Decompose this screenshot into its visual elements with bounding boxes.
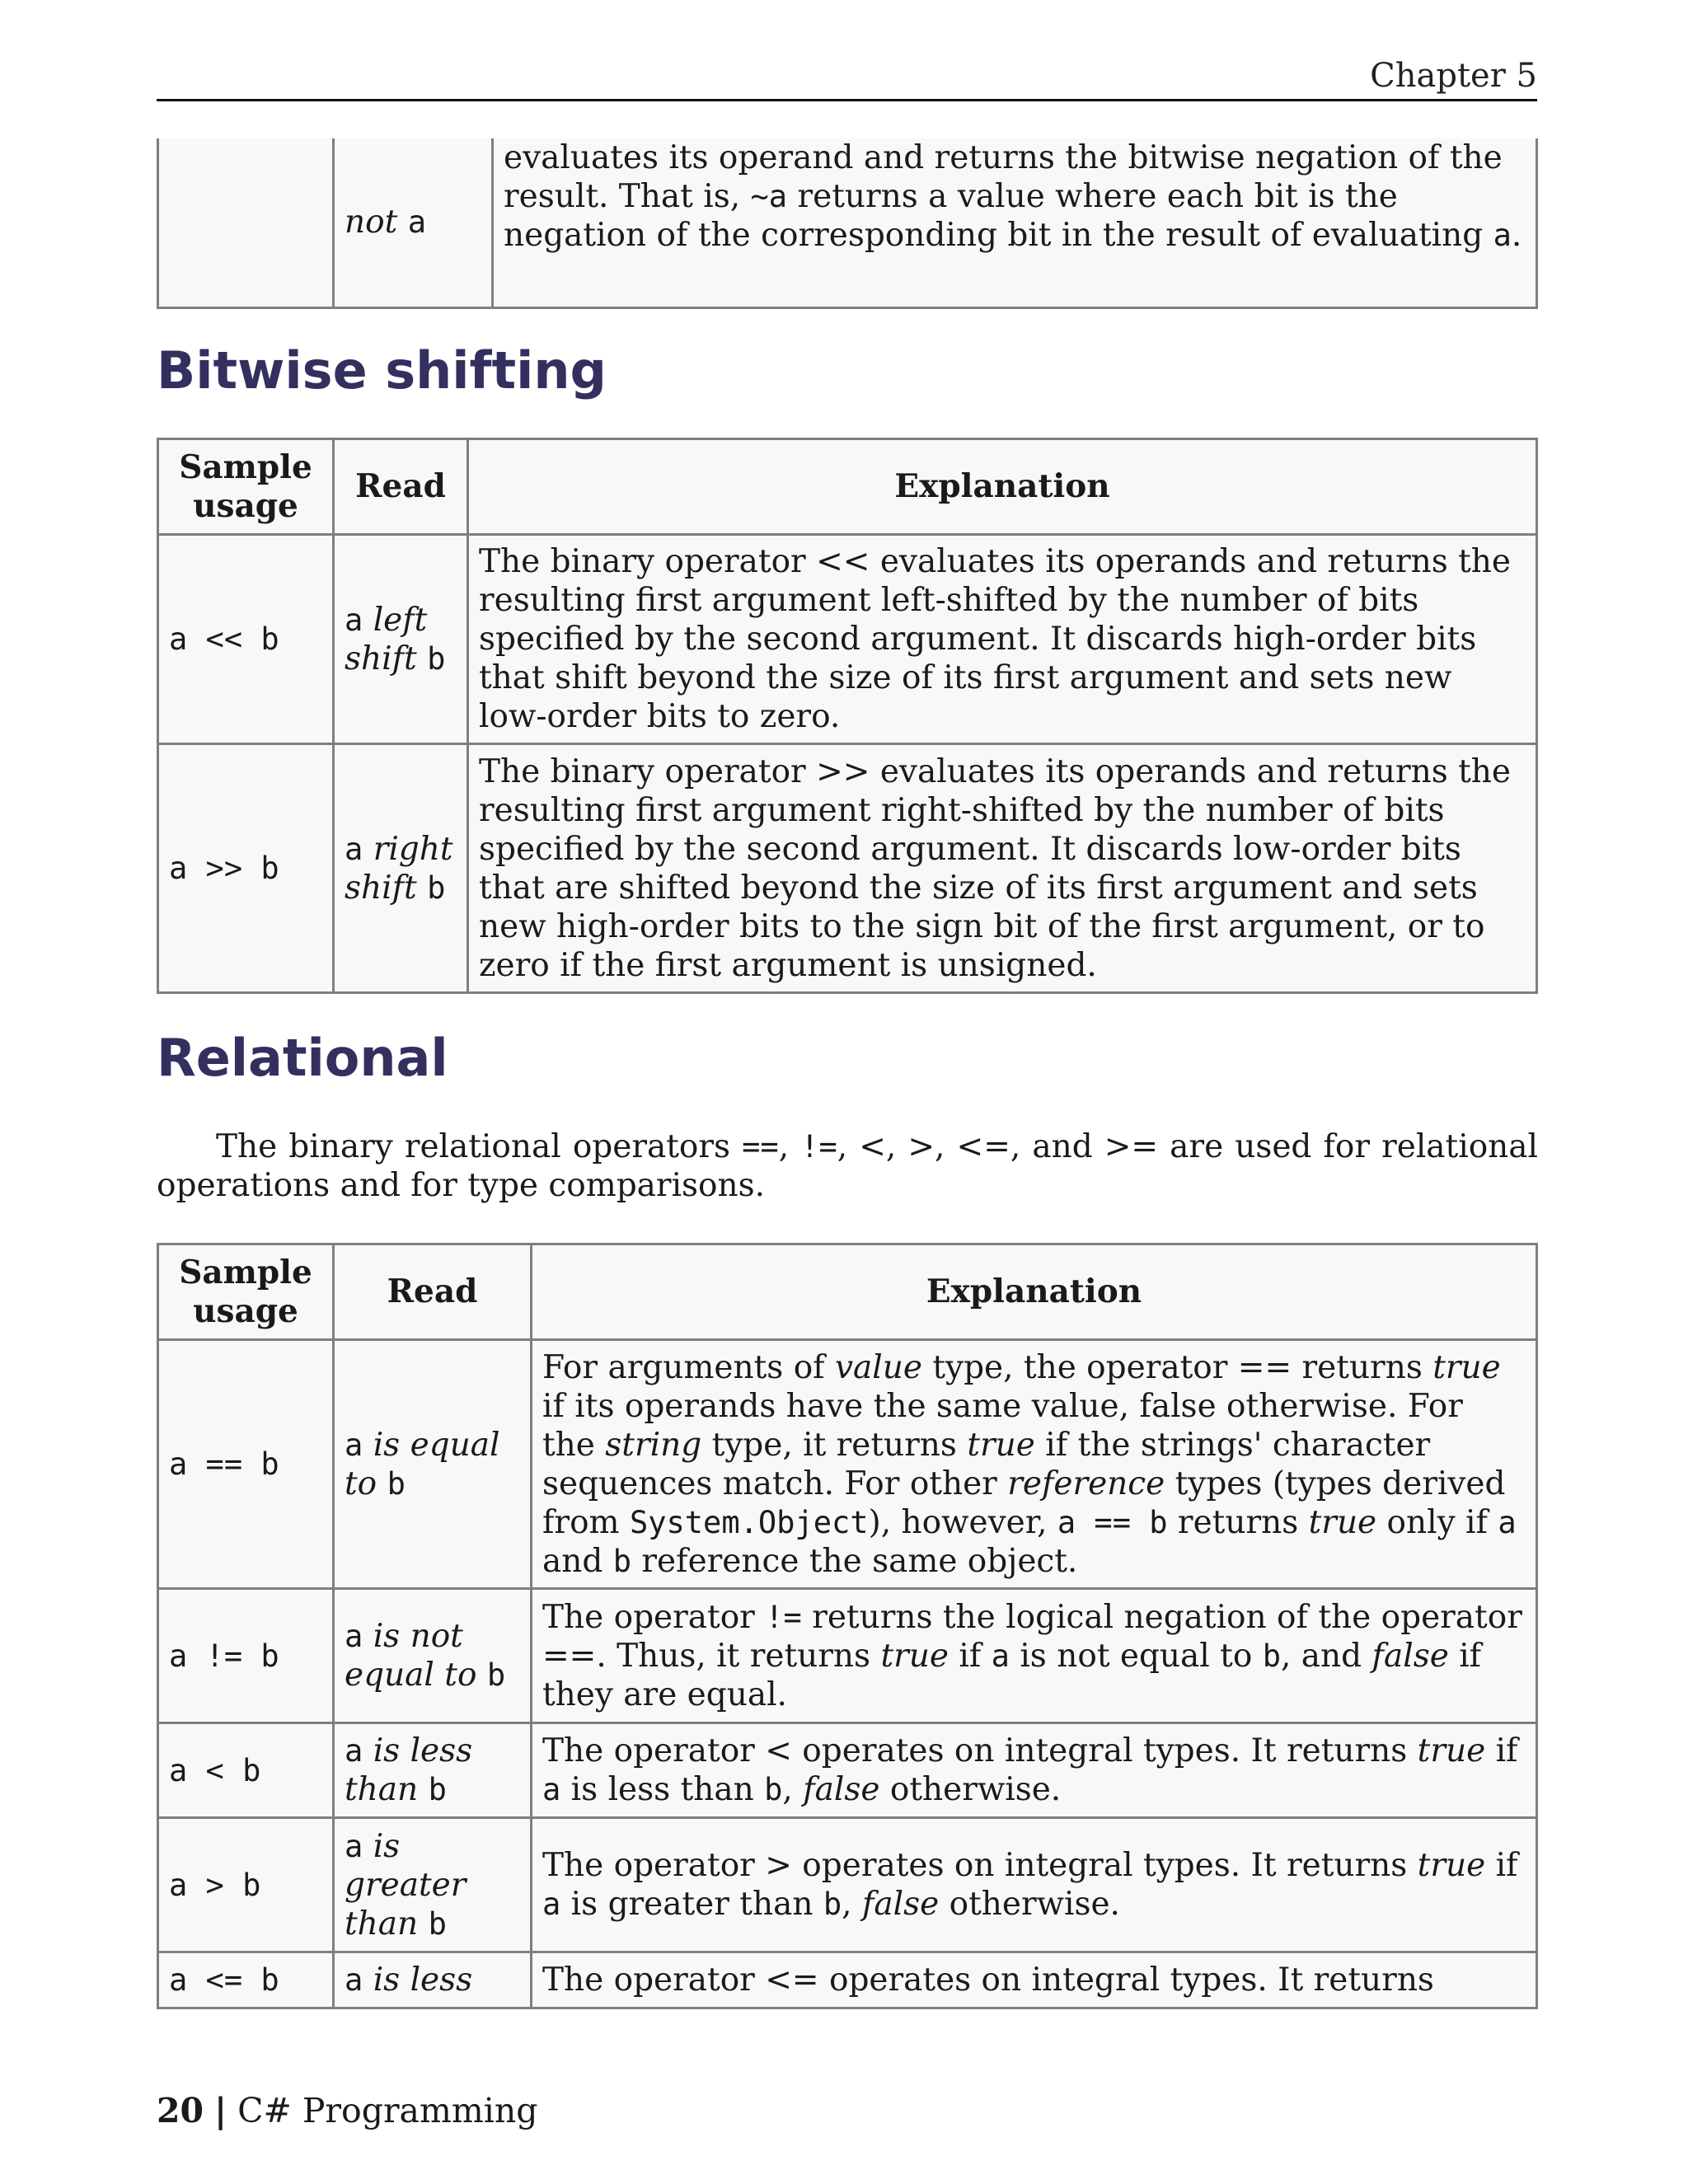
col-header-usage: Sample usage: [158, 1244, 334, 1340]
text-segment: The binary operator >> evaluates its operands and returns the resulting first argument right-shifted by the number of bits specified by the second argument. It discards low-order bits that are shifted beyond the size of its first argument and sets new high-order bits to the sign bit of the first argument, or to zero if the first argument is unsigned.: [479, 752, 1511, 984]
text-segment: only if: [1376, 1503, 1498, 1541]
explanation-cell: [532, 1818, 1537, 1952]
read-cell: [334, 744, 468, 993]
text-segment: value: [835, 1348, 922, 1386]
text-segment: [417, 869, 427, 907]
read-em: not: [345, 204, 398, 241]
text-segment: ,: [842, 1886, 862, 1923]
explanation-cell: [532, 1723, 1537, 1818]
text-segment: true: [880, 1637, 949, 1675]
usage-cell: a < b: [158, 1723, 334, 1818]
explanation-cell: [468, 744, 1537, 993]
explanation-cell: [532, 1589, 1537, 1723]
text-segment: right shift: [345, 830, 453, 907]
text-segment: is less: [373, 1961, 473, 1999]
text-segment: a: [1498, 1504, 1517, 1540]
text-segment: is not equal to: [1009, 1637, 1263, 1675]
col-header-explanation: Explanation: [468, 439, 1537, 535]
bitwise-shifting-table: [157, 438, 1538, 994]
bitwise-complement-table-continued: [157, 138, 1538, 309]
page-footer: [157, 2090, 538, 2131]
header-row: [158, 1244, 1537, 1340]
text-segment: [363, 1427, 373, 1464]
text-segment: b: [387, 1465, 406, 1502]
text-segment: a: [542, 1772, 561, 1807]
text-segment: is greater than: [560, 1886, 823, 1923]
text-segment: b: [486, 1657, 506, 1693]
text-segment: a: [345, 602, 363, 638]
col-header-explanation: Explanation: [532, 1244, 1537, 1340]
text-segment: if: [948, 1637, 992, 1675]
text-segment: a == b: [1057, 1504, 1168, 1540]
explanation-cell: [493, 138, 1537, 307]
text-segment: if: [1485, 1732, 1518, 1769]
text-segment: [417, 640, 427, 677]
table-row: [158, 744, 1537, 993]
text-segment: [363, 1618, 373, 1655]
text-segment: a: [345, 831, 363, 867]
text-segment: is equal to: [345, 1426, 500, 1502]
text-segment: ==: [742, 1129, 779, 1165]
section-heading-relational: Relational: [157, 1028, 448, 1088]
text-segment: is not equal to: [345, 1618, 477, 1694]
text-segment: returns: [1167, 1503, 1309, 1541]
text-segment: is less than: [560, 1771, 765, 1808]
usage-cell: a >> b: [158, 744, 334, 993]
text-segment: if: [1485, 1847, 1518, 1884]
page-header: [157, 56, 1537, 101]
explanation-cell: [468, 535, 1537, 744]
page-number: 20: [157, 2091, 204, 2130]
text-segment: The operator: [542, 1598, 766, 1636]
text-segment: returns a value where each bit is the negation of the corresponding bit in the result of evaluating: [504, 178, 1493, 254]
text-segment: false: [1372, 1637, 1449, 1675]
text-segment: false: [803, 1771, 880, 1808]
text-segment: a: [345, 1962, 363, 1998]
text-segment: true: [1308, 1503, 1377, 1541]
read-cell: [334, 1340, 532, 1589]
text-segment: a: [345, 1427, 363, 1463]
text-segment: true: [1432, 1348, 1501, 1386]
text-segment: The operator > operates on integral types. It returns: [542, 1847, 1418, 1884]
text-segment: .: [1511, 217, 1522, 254]
read-cell: [334, 1589, 532, 1723]
text-segment: ,: [782, 1771, 804, 1808]
text-segment: if the strings' character sequences match. For other: [542, 1426, 1431, 1502]
text-segment: false: [861, 1886, 940, 1923]
table-row: [158, 1818, 1537, 1952]
text-segment: reference the same object.: [631, 1542, 1078, 1580]
col-header-read: Read: [334, 439, 468, 535]
text-segment: !=: [800, 1129, 837, 1165]
text-segment: [418, 1905, 428, 1943]
table-row: [158, 1952, 1537, 2008]
text-segment: a: [1493, 218, 1512, 253]
text-segment: For arguments of: [542, 1348, 835, 1386]
text-segment: b: [428, 1905, 447, 1942]
text-segment: ~a: [750, 179, 788, 214]
text-segment: otherwise.: [879, 1771, 1062, 1808]
read-cell: [334, 1723, 532, 1818]
text-segment: evaluates its operand and returns the bitwise negation of the result. That is,: [504, 139, 1503, 215]
read-cell: [334, 138, 493, 307]
text-segment: returns the logical negation of the operator ==. Thus, it returns: [542, 1598, 1522, 1675]
text-segment: if they are equal.: [542, 1637, 1482, 1713]
text-segment: b: [1262, 1638, 1282, 1674]
text-segment: left shift: [345, 601, 428, 677]
text-segment: is less than: [345, 1732, 473, 1808]
text-segment: [363, 1961, 373, 1999]
read-cell: [334, 1952, 532, 2008]
table-row: [158, 1589, 1537, 1723]
text-segment: string: [605, 1426, 702, 1464]
col-header-usage: Sample usage: [158, 439, 334, 535]
relational-table: [157, 1243, 1538, 2009]
text-segment: type, the operator == returns: [921, 1348, 1433, 1386]
explanation-cell: [532, 1952, 1537, 2008]
text-segment: [377, 1465, 387, 1502]
usage-cell: [158, 138, 334, 307]
text-segment: true: [1417, 1847, 1486, 1884]
read-cell: [334, 535, 468, 744]
text-segment: a: [345, 1733, 363, 1769]
text-segment: a: [542, 1886, 561, 1922]
text-segment: [363, 1828, 373, 1865]
usage-cell: a <= b: [158, 1952, 334, 2008]
text-segment: The operator < operates on integral types. It returns: [542, 1732, 1418, 1769]
header-row: [158, 439, 1537, 535]
text-segment: b: [823, 1886, 842, 1922]
text-segment: b: [428, 1772, 447, 1807]
section-heading-bitwise-shifting: Bitwise shifting: [157, 340, 607, 401]
read-code: a: [407, 204, 426, 241]
text-segment: The operator <= operates on integral types. It returns: [542, 1961, 1434, 1999]
text-segment: [363, 1732, 373, 1769]
text-segment: System.Object: [629, 1504, 869, 1540]
book-title: C# Programming: [237, 2091, 538, 2130]
text-segment: type, it returns: [701, 1426, 968, 1464]
chapter-label: Chapter 5: [1370, 57, 1537, 95]
explanation-cell: [532, 1340, 1537, 1589]
footer-separator: |: [214, 2091, 227, 2130]
col-header-read: Read: [334, 1244, 532, 1340]
text-segment: [363, 831, 373, 868]
text-segment: true: [1417, 1732, 1486, 1769]
text-segment: The binary relational operators: [216, 1128, 743, 1165]
table-row: [158, 535, 1537, 744]
table-row: [158, 138, 1537, 307]
text-segment: a: [345, 1619, 363, 1654]
usage-cell: a > b: [158, 1818, 334, 1952]
table-row: [158, 1340, 1537, 1589]
text-segment: is greater than: [345, 1827, 467, 1943]
text-segment: types (types derived from: [542, 1465, 1506, 1541]
text-segment: , <, >, <=, and >= are used for relational operations and for type comparisons.: [157, 1128, 1539, 1204]
text-segment: b: [427, 640, 446, 677]
table-row: [158, 1723, 1537, 1818]
text-segment: a: [991, 1638, 1010, 1674]
text-segment: [418, 1771, 428, 1808]
text-segment: , and: [1281, 1637, 1372, 1675]
text-segment: b: [612, 1543, 632, 1579]
text-segment: a: [345, 1828, 363, 1864]
text-segment: !=: [765, 1599, 802, 1635]
usage-cell: a != b: [158, 1589, 334, 1723]
relational-intro: [157, 1127, 1538, 1205]
text-segment: b: [427, 869, 446, 906]
text-segment: [363, 602, 373, 639]
text-segment: b: [764, 1772, 783, 1807]
usage-cell: a << b: [158, 535, 334, 744]
usage-cell: a == b: [158, 1340, 334, 1589]
text-segment: [476, 1657, 486, 1694]
text-segment: if its operands have the same value, false otherwise. For the: [542, 1387, 1463, 1464]
text-segment: ,: [778, 1128, 801, 1165]
text-segment: otherwise.: [939, 1886, 1120, 1923]
text-segment: The binary operator << evaluates its operands and returns the resulting first argument left-shifted by the number of bits specified by the second argument. It discards high-order bits that shift beyond the size of its first argument and sets new low-order bits to zero.: [479, 543, 1511, 735]
text-segment: and: [542, 1542, 613, 1580]
text-segment: true: [967, 1426, 1035, 1464]
text-segment: reference: [1007, 1465, 1165, 1502]
read-cell: [334, 1818, 532, 1952]
text-segment: ), however,: [868, 1503, 1057, 1541]
